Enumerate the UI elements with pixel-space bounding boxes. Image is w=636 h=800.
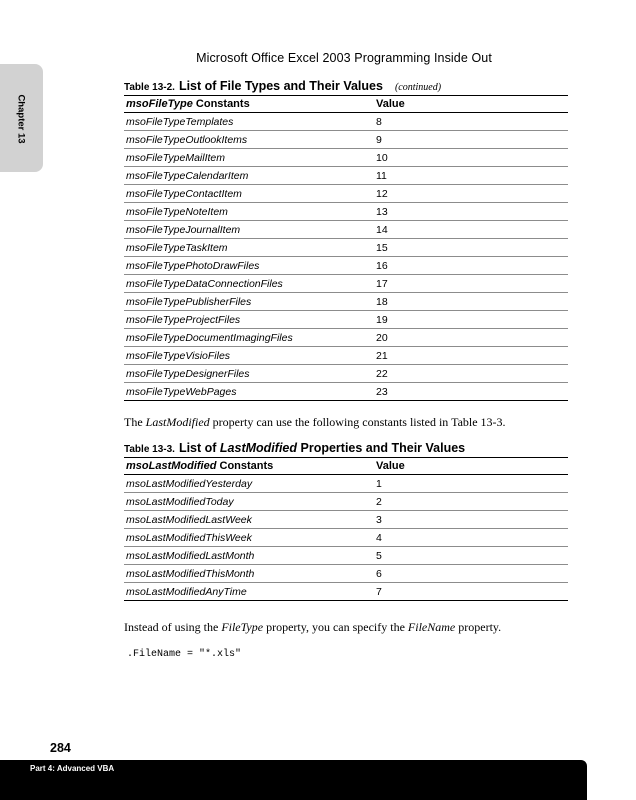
constant-name-cell: msoLastModifiedThisWeek (124, 529, 374, 547)
running-head: Microsoft Office Excel 2003 Programming Inside Out (196, 51, 492, 65)
table-row (124, 131, 568, 149)
constant-value-cell: 13 (374, 203, 568, 221)
constant-name-cell: msoFileTypeWebPages (126, 385, 237, 398)
constant-name-cell: msoFileTypePhotoDrawFiles (124, 257, 374, 275)
constant-value-cell: 5 (374, 547, 568, 565)
constant-value-cell: 21 (374, 347, 568, 365)
table-number: Table 13-2. (124, 82, 175, 93)
table-row (124, 185, 568, 203)
constant-value-cell: 20 (374, 329, 568, 347)
body-paragraph: Instead of using the FileType property, you can specify the FileName property. (124, 620, 502, 634)
constant-name-cell: msoLastModifiedLastMonth (124, 547, 374, 565)
constant-value-cell: 16 (374, 257, 568, 275)
constant-value-cell: 12 (374, 185, 568, 203)
table-number: Table 13-3. (124, 444, 175, 455)
table-row (124, 529, 568, 547)
table-caption (124, 77, 441, 95)
constant-name-cell: msoFileTypeContactItem (124, 185, 374, 203)
chapter-tab (0, 64, 43, 172)
constant-value-cell: 3 (374, 511, 568, 529)
table-row (124, 257, 568, 275)
table-row (124, 293, 568, 311)
constant-name-cell: msoLastModifiedThisMonth (124, 565, 374, 583)
table-row (124, 493, 568, 511)
constant-value-cell: 14 (374, 221, 568, 239)
last-modified-table (124, 457, 568, 601)
constant-name-cell: msoFileTypeDocumentImagingFiles (124, 329, 374, 347)
column-header-constants: msoFileType Constants (124, 96, 374, 113)
constant-name-cell: msoLastModifiedYesterday (124, 475, 374, 493)
table-row (124, 167, 568, 185)
table-row (124, 365, 568, 383)
page-number: 284 (50, 741, 71, 755)
constant-value-cell: 15 (374, 239, 568, 257)
constant-name-cell: msoLastModifiedToday (124, 493, 374, 511)
constant-name-cell: msoFileTypeDesignerFiles (124, 365, 374, 383)
constant-value-cell: 19 (374, 311, 568, 329)
table-row (124, 311, 568, 329)
constant-name-cell: msoFileTypeOutlookItems (124, 131, 374, 149)
table-caption (124, 439, 465, 457)
table-row (124, 221, 568, 239)
table-row (124, 383, 568, 401)
constant-name-cell: msoFileTypeCalendarItem (124, 167, 374, 185)
table-row (124, 239, 568, 257)
table-row (124, 203, 568, 221)
table-row (124, 329, 568, 347)
table-row (124, 275, 568, 293)
constant-value-cell: 6 (374, 565, 568, 583)
footer-bar (0, 760, 587, 800)
constant-value-cell: 1 (374, 475, 568, 493)
constant-value-cell: 8 (374, 113, 568, 131)
constant-value-cell: 22 (374, 365, 568, 383)
constant-name-cell: msoFileTypeProjectFiles (124, 311, 374, 329)
column-header-constants: msoLastModified Constants (124, 458, 374, 475)
constant-value-cell: 18 (374, 293, 568, 311)
part-label: Part 4: Advanced VBA (30, 764, 115, 773)
table-row (124, 547, 568, 565)
file-types-table (124, 95, 568, 401)
table-title: List of File Types and Their Values (178, 79, 383, 93)
body-paragraph: The LastModified property can use the following constants listed in Table 13-3. (124, 415, 506, 429)
constant-value-cell: 17 (374, 275, 568, 293)
constant-value-cell: 10 (374, 149, 568, 167)
table-header-row (124, 458, 568, 475)
constant-value-cell: 2 (374, 493, 568, 511)
constant-value-cell: 23 (376, 385, 388, 398)
table-row (124, 347, 568, 365)
constant-name-cell: msoFileTypePublisherFiles (124, 293, 374, 311)
column-header-value: Value (374, 458, 568, 475)
table-header-row (124, 96, 568, 113)
constant-value-cell: 11 (374, 167, 568, 185)
constant-name-cell: msoFileTypeNoteItem (124, 203, 374, 221)
table-row (124, 113, 568, 131)
constant-name-cell: msoLastModifiedLastWeek (124, 511, 374, 529)
constant-value-cell: 7 (376, 585, 382, 598)
constant-name-cell: msoFileTypeTemplates (124, 113, 374, 131)
constant-name-cell: msoFileTypeVisioFiles (124, 347, 374, 365)
table-title: List of LastModified Properties and Their Values (178, 441, 466, 455)
constant-name-cell: msoFileTypeDataConnectionFiles (124, 275, 374, 293)
table-row (124, 475, 568, 493)
constant-name-cell: msoLastModifiedAnyTime (126, 585, 247, 598)
constant-value-cell: 9 (374, 131, 568, 149)
table-row (124, 583, 568, 601)
column-header-value: Value (374, 96, 568, 113)
chapter-tab-label: Chapter 13 (15, 94, 27, 144)
constant-name-cell: msoFileTypeMailItem (124, 149, 374, 167)
table-row (124, 565, 568, 583)
constant-name-cell: msoFileTypeJournalItem (124, 221, 374, 239)
code-sample: .FileName = "*.xls" (127, 649, 242, 660)
continued-label: (continued) (394, 82, 442, 93)
constant-name-cell: msoFileTypeTaskItem (124, 239, 374, 257)
constant-value-cell: 4 (374, 529, 568, 547)
table-row (124, 511, 568, 529)
table-row (124, 149, 568, 167)
